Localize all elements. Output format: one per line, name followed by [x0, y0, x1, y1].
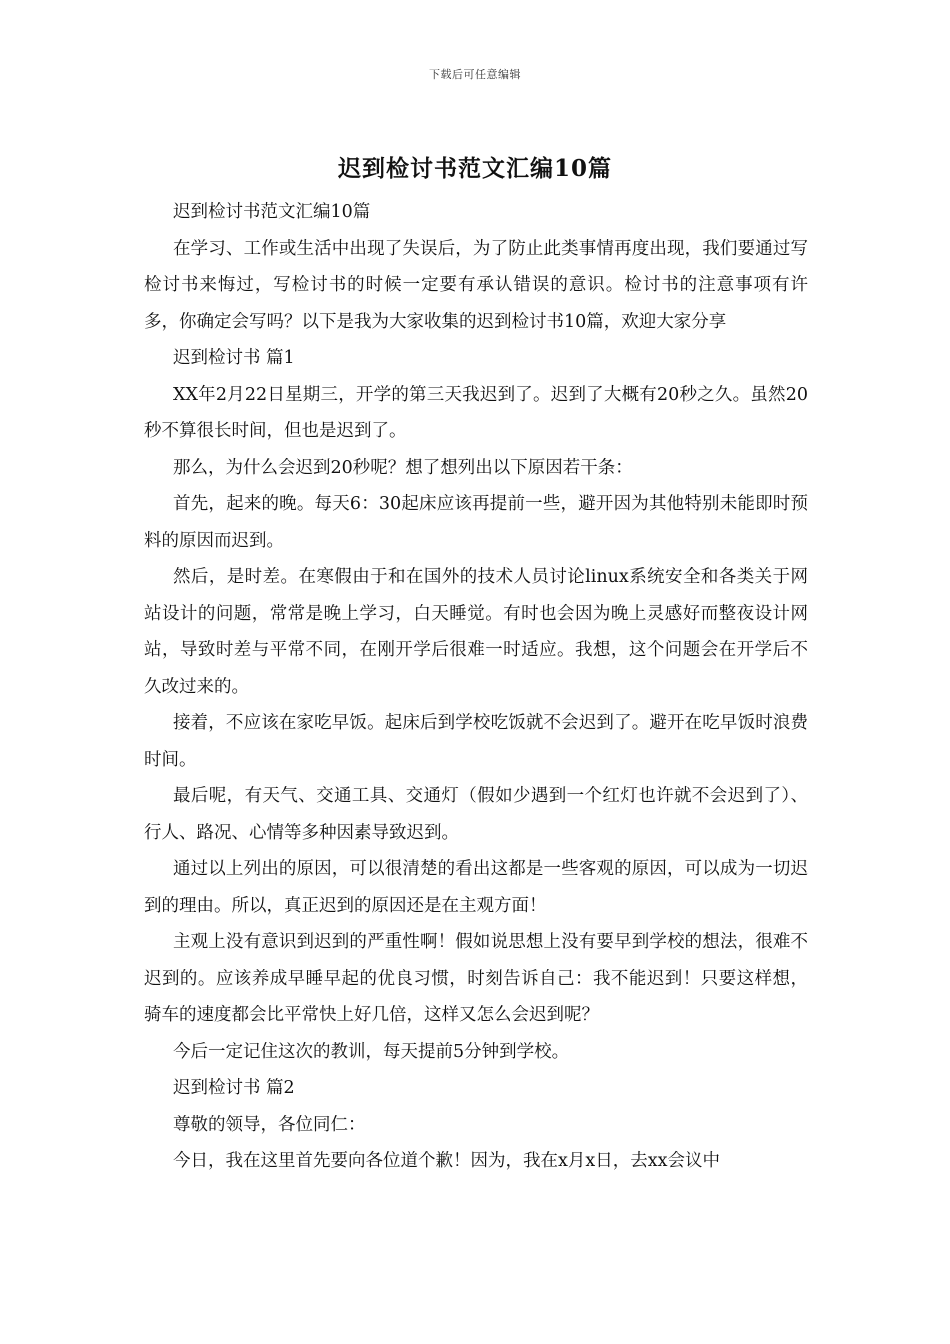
paragraph: 最后呢，有天气、交通工具、交通灯（假如少遇到一个红灯也许就不会迟到了）、行人、路况、心情等多种因素导致迟到。 [144, 786, 808, 843]
document-title: 迟到检讨书范文汇编10篇 [337, 155, 612, 182]
paragraph: 今日，我在这里首先要向各位道个歉！因为，我在x月x日，去xx会议中 [173, 1151, 720, 1171]
header-note: 下载后可任意编辑 [429, 68, 521, 81]
section-heading: 迟到检讨书 篇2 [173, 1078, 295, 1098]
paragraph: 那么，为什么会迟到20秒呢？想了想列出以下原因若干条： [173, 457, 633, 478]
paragraph: 在学习、工作或生活中出现了失误后，为了防止此类事情再度出现，我们要通过写检讨书来悔过，写检讨书的时候一定要有承认错误的意识。检讨书的注意事项有许多，你确定会写吗？以下是我为大家收集的迟到检讨书10篇，欢迎大家分享 [144, 238, 808, 332]
paragraph: 迟到检讨书范文汇编10篇 [173, 202, 371, 222]
paragraph: 主观上没有意识到迟到的严重性啊！假如说思想上没有要早到学校的想法，很难不迟到的。应该养成早睡早起的优良习惯，时刻告诉自己：我不能迟到！只要这样想，骑车的速度都会比平常快上好几倍，这样又怎么会迟到呢？ [144, 932, 808, 1025]
paragraph: 然后，是时差。在寒假由于和在国外的技术人员讨论linux系统安全和各类关于网站设计的问题，常常是晚上学习，白天睡觉。有时也会因为晚上灵感好而整夜设计网站，导致时差与平常不同，在刚开学后很难一时适应。我想，这个问题会在开学后不久改过来的。 [144, 567, 808, 697]
paragraph: 首先，起来的晚。每天6：30起床应该再提前一些，避开因为其他特别未能即时预料的原因而迟到。 [144, 494, 808, 551]
paragraph: 今后一定记住这次的教训，每天提前5分钟到学校。 [173, 1041, 570, 1062]
paragraph: 通过以上列出的原因，可以很清楚的看出这都是一些客观的原因，可以成为一切迟到的理由。所以，真正迟到的原因还是在主观方面！ [144, 859, 808, 916]
section-heading: 迟到检讨书 篇1 [173, 348, 295, 368]
document-body [144, 194, 808, 1180]
paragraph: 尊敬的领导，各位同仁： [173, 1114, 366, 1135]
paragraph: XX年2月22日星期三，开学的第三天我迟到了。迟到了大概有20秒之久。虽然20秒不算很长时间，但也是迟到了。 [144, 384, 808, 441]
paragraph: 接着，不应该在家吃早饭。起床后到学校吃饭就不会迟到了。避开在吃早饭时浪费时间。 [144, 713, 808, 770]
